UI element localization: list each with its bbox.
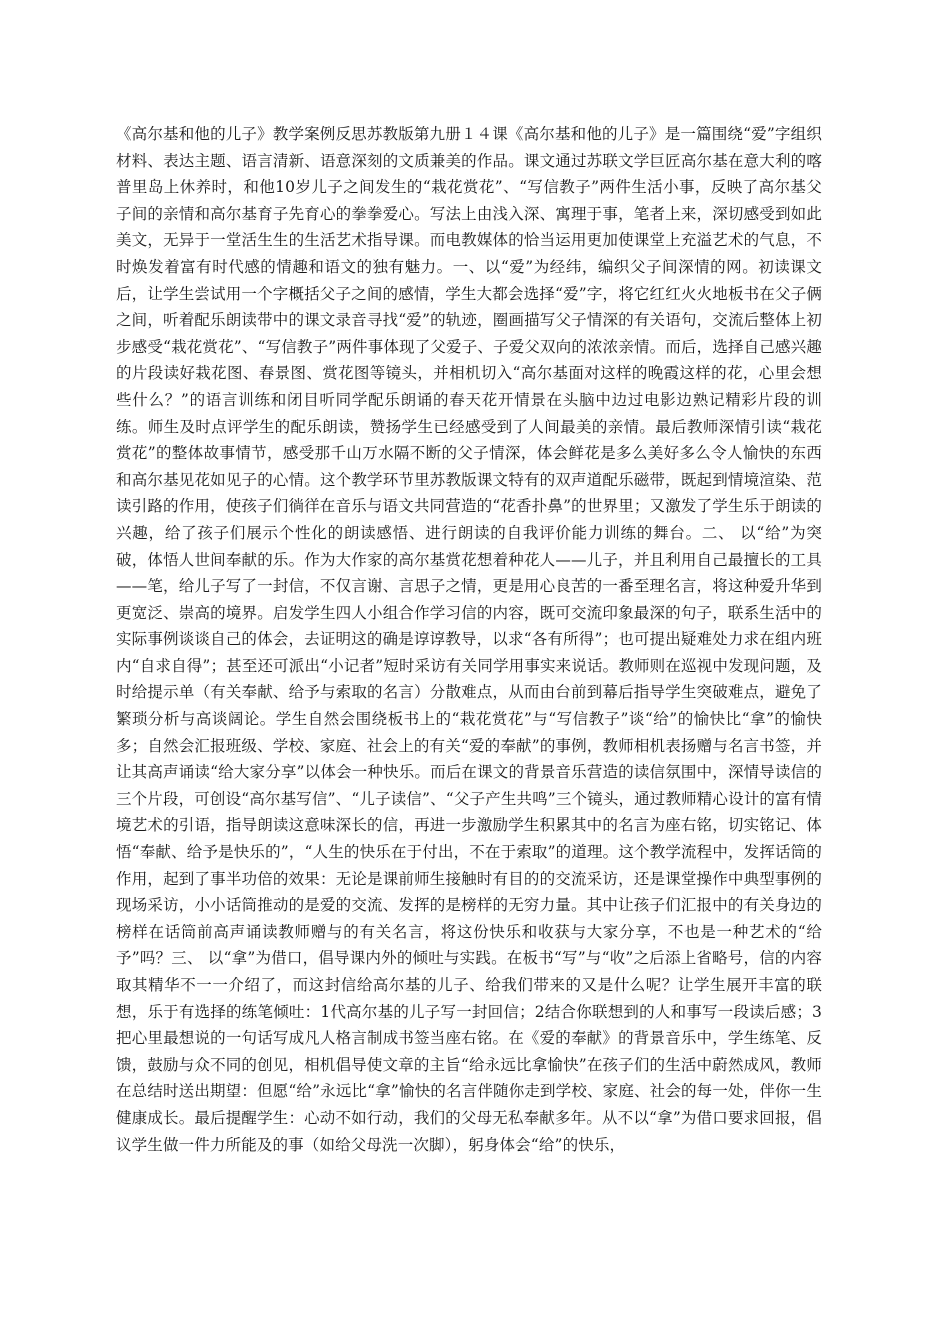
- body-paragraph: 《高尔基和他的儿子》教学案例反思苏教版第九册１４课《高尔基和他的儿子》是一篇围绕“爱”字组织材料、表达主题、语言清新、语意深刻的文质兼美的作品。课文通过苏联文学巨匠高尔基在意大利的喀普里岛上休养时，和他10岁儿子之间发生的“栽花赏花”、“写信教子”两件生活小事，反映了高尔基父子间的亲情和高尔基育子先育心的拳拳爱心。写法上由浅入深、寓理于事，笔者上来，深切感受到如此美文，无异于一堂活生生的生活艺术指导课。而电教媒体的恰当运用更加使课堂上充溢艺术的气息，不时焕发着富有时代感的情趣和语文的独有魅力。一、以“爱”为经纬，编织父子间深情的网。初读课文后，让学生尝试用一个字概括父子之间的感情，学生大都会选择“爱”字，将它红红火火地板书在父子俩之间，听着配乐朗读带中的课文录音寻找“爱”的轨迹，圈画描写父子情深的有关语句，交流后整体上初步感受“栽花赏花”、“写信教子”两件事体现了父爱子、子爱父双向的浓浓亲情。而后，选择自己感兴趣的片段读好栽花图、春景图、赏花图等镜头，并相机切入“高尔基面对这样的晚霞这样的花，心里会想些什么？”的语言训练和闭目听同学配乐朗诵的春天花开情景在头脑中边过电影边熟记精彩片段的训练。师生及时点评学生的配乐朗读，赞扬学生已经感受到了人间最美的亲情。最后教师深情引读“栽花赏花”的整体故事情节，感受那千山万水隔不断的父子情深，体会鲜花是多么美好多么令人愉快的东西和高尔基见花如见子的心情。这个教学环节里苏教版课文特有的双声道配乐磁带，既起到情境渲染、范读引路的作用，使孩子们徜徉在音乐与语文共同营造的“花香扑鼻”的世界里；又激发了学生乐于朗读的兴趣，给了孩子们展示个性化的朗读感悟、进行朗读的自我评价能力训练的舞台。二、 以“给”为突破，体悟人世间奉献的乐。作为大作家的高尔基赏花想着种花人——儿子，并且利用自己最擅长的工具——笔，给儿子写了一封信，不仅言谢、言思子之情，更是用心良苦的一番至理名言，将这种爱升华到更宽泛、崇高的境界。启发学生四人小组合作学习信的内容，既可交流印象最深的句子，联系生活中的实际事例谈谈自己的体会，去证明这的确是谆谆教导，以求“各有所得”；也可提出疑难处力求在组内班内“自求自得”；甚至还可派出“小记者”短时采访有关同学用事实来说话。教师则在巡视中发现问题，及时给提示单（有关奉献、给予与索取的名言）分散难点，从而由台前到幕后指导学生突破难点，避免了繁琐分析与高谈阔论。学生自然会围绕板书上的“栽花赏花”与“写信教子”谈“给”的愉快比“拿”的愉快多；自然会汇报班级、学校、家庭、社会上的有关“爱的奉献”的事例，教师相机表扬赠与名言书签，并让其高声诵读“给大家分享”以体会一种快乐。而后在课文的背景音乐营造的读信氛围中，深情导读信的三个片段，可创设“高尔基写信”、“儿子读信”、“父子产生共鸣”三个镜头，通过教师精心设计的富有情境艺术的引语，指导朗读这意味深长的信，再进一步激励学生积累其中的名言为座右铭，切实铭记、体悟“奉献、给予是快乐的”，“人生的快乐在于付出，不在于索取”的道理。这个教学流程中，发挥话筒的作用，起到了事半功倍的效果：无论是课前师生接触时有目的的交流采访，还是课堂操作中典型事例的现场采访，小小话筒推动的是爱的交流、发挥的是榜样的无穷力量。其中让孩子们汇报中的有关身边的榜样在话筒前高声诵读教师赠与的有关名言，将这份快乐和收获与大家分享，不也是一种艺术的“给予”吗？三、 以“拿”为借口，倡导课内外的倾吐与实践。在板书“写”与“收”之后添上省略号，信的内容取其精华不一一介绍了，而这封信给高尔基的儿子、给我们带来的又是什么呢？让学生展开丰富的联想，乐于有选择的练笔倾吐：1代高尔基的儿子写一封回信；2结合你联想到的人和事写一段读后感；3把心里最想说的一句话写成凡人格言制成书签当座右铭。在《爱的奉献》的背景音乐中，学生练笔、反馈，鼓励与众不同的创见，相机倡导使文章的主旨“给永远比拿愉快”在孩子们的生活中蔚然成风，教师在总结时送出期望：但愿“给”永远比“拿”愉快的名言伴随你走到学校、家庭、社会的每一处，伴你一生健康成长。最后提醒学生：心动不如行动，我们的父母无私奉献多年。从不以“拿”为借口要求回报，倡议学生做一件力所能及的事（如给父母洗一次脚），躬身体会“给”的快乐，: [116, 125, 822, 1154]
- body-text-block: [116, 121, 822, 1158]
